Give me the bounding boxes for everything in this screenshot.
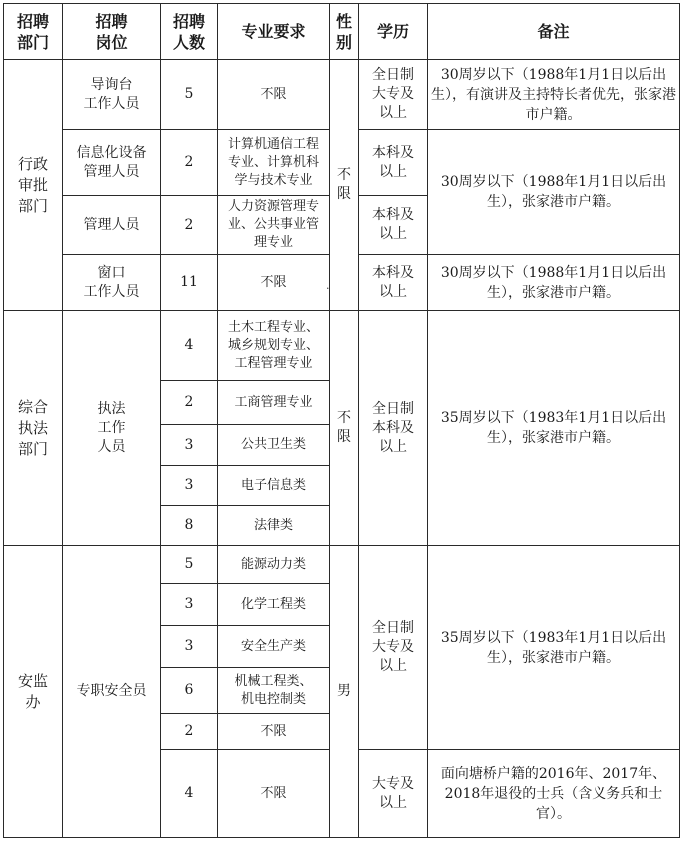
table-row <box>4 311 680 381</box>
major-cell: 不限 <box>218 714 330 750</box>
recruitment-table <box>3 3 680 838</box>
major-cell: 公共卫生类 <box>218 425 330 466</box>
remarks-safety-a: 35周岁以下（1983年1月1日以后出生），张家港市户籍。 <box>428 546 680 750</box>
header-gender: 性 别 <box>330 4 359 60</box>
education-safety-a: 全日制 大专及 以上 <box>359 546 428 750</box>
position-enforcement: 执法 工作 人员 <box>63 311 161 546</box>
scan-speck: · <box>326 282 330 295</box>
remarks-cell: 30周岁以下（1988年1月1日以后出生），有演讲及主持特长者优先，张家港市户籍。 <box>428 60 680 130</box>
position-cell: 信息化设备 管理人员 <box>63 130 161 196</box>
header-row <box>4 4 680 60</box>
position-cell: 导询台 工作人员 <box>63 60 161 130</box>
header-education: 学历 <box>359 4 428 60</box>
major-cell: 能源动力类 <box>218 546 330 584</box>
major-cell: 化学工程类 <box>218 584 330 626</box>
gender-admin: 不 限 <box>330 60 359 311</box>
count-cell: 3 <box>161 425 218 466</box>
count-cell: 6 <box>161 668 218 714</box>
dept-safety: 安监 办 <box>4 546 63 838</box>
major-cell: 安全生产类 <box>218 626 330 668</box>
header-major: 专业要求 <box>218 4 330 60</box>
position-cell: 管理人员 <box>63 196 161 255</box>
major-cell: 机械工程类、 机电控制类 <box>218 668 330 714</box>
major-cell: 不限 <box>218 750 330 838</box>
major-cell: 不限 <box>218 255 330 311</box>
gender-enforcement: 不 限 <box>330 311 359 546</box>
major-cell: 法律类 <box>218 506 330 546</box>
major-cell: 不限 <box>218 60 330 130</box>
count-cell: 3 <box>161 466 218 506</box>
remarks-cell: 30周岁以下（1988年1月1日以后出生），张家港市户籍。 <box>428 255 680 311</box>
position-safety: 专职安全员 <box>63 546 161 838</box>
remarks-safety-b: 面向塘桥户籍的2016年、2017年、2018年退役的士兵（含义务兵和士官）。 <box>428 750 680 838</box>
count-cell: 11 <box>161 255 218 311</box>
education-cell: 全日制 大专及 以上 <box>359 60 428 130</box>
count-cell: 5 <box>161 546 218 584</box>
education-enforcement: 全日制 本科及 以上 <box>359 311 428 546</box>
major-cell: 电子信息类 <box>218 466 330 506</box>
table-row <box>4 60 680 130</box>
header-position: 招聘 岗位 <box>63 4 161 60</box>
major-cell: 计算机通信工程 专业、计算机科 学与技术专业 <box>218 130 330 196</box>
header-remarks: 备注 <box>428 4 680 60</box>
dept-enforcement: 综合 执法 部门 <box>4 311 63 546</box>
education-cell: 本科及 以上 <box>359 255 428 311</box>
count-cell: 2 <box>161 196 218 255</box>
count-cell: 2 <box>161 381 218 425</box>
education-cell: 本科及 以上 <box>359 196 428 255</box>
count-cell: 4 <box>161 750 218 838</box>
remarks-cell: 30周岁以下（1988年1月1日以后出生），张家港市户籍。 <box>428 130 680 255</box>
remarks-enforcement: 35周岁以下（1983年1月1日以后出生），张家港市户籍。 <box>428 311 680 546</box>
table-row <box>4 546 680 584</box>
education-safety-b: 大专及 以上 <box>359 750 428 838</box>
gender-safety: 男 <box>330 546 359 838</box>
major-cell: 工商管理专业 <box>218 381 330 425</box>
education-cell: 本科及 以上 <box>359 130 428 196</box>
major-cell: 人力资源管理专 业、公共事业管 理专业 <box>218 196 330 255</box>
major-cell: 土木工程专业、 城乡规划专业、 工程管理专业 <box>218 311 330 381</box>
count-cell: 5 <box>161 60 218 130</box>
count-cell: 2 <box>161 130 218 196</box>
count-cell: 2 <box>161 714 218 750</box>
position-cell: 窗口 工作人员 <box>63 255 161 311</box>
count-cell: 3 <box>161 626 218 668</box>
header-count: 招聘 人数 <box>161 4 218 60</box>
count-cell: 4 <box>161 311 218 381</box>
header-department: 招聘 部门 <box>4 4 63 60</box>
count-cell: 8 <box>161 506 218 546</box>
count-cell: 3 <box>161 584 218 626</box>
dept-admin: 行政 审批 部门 <box>4 60 63 311</box>
